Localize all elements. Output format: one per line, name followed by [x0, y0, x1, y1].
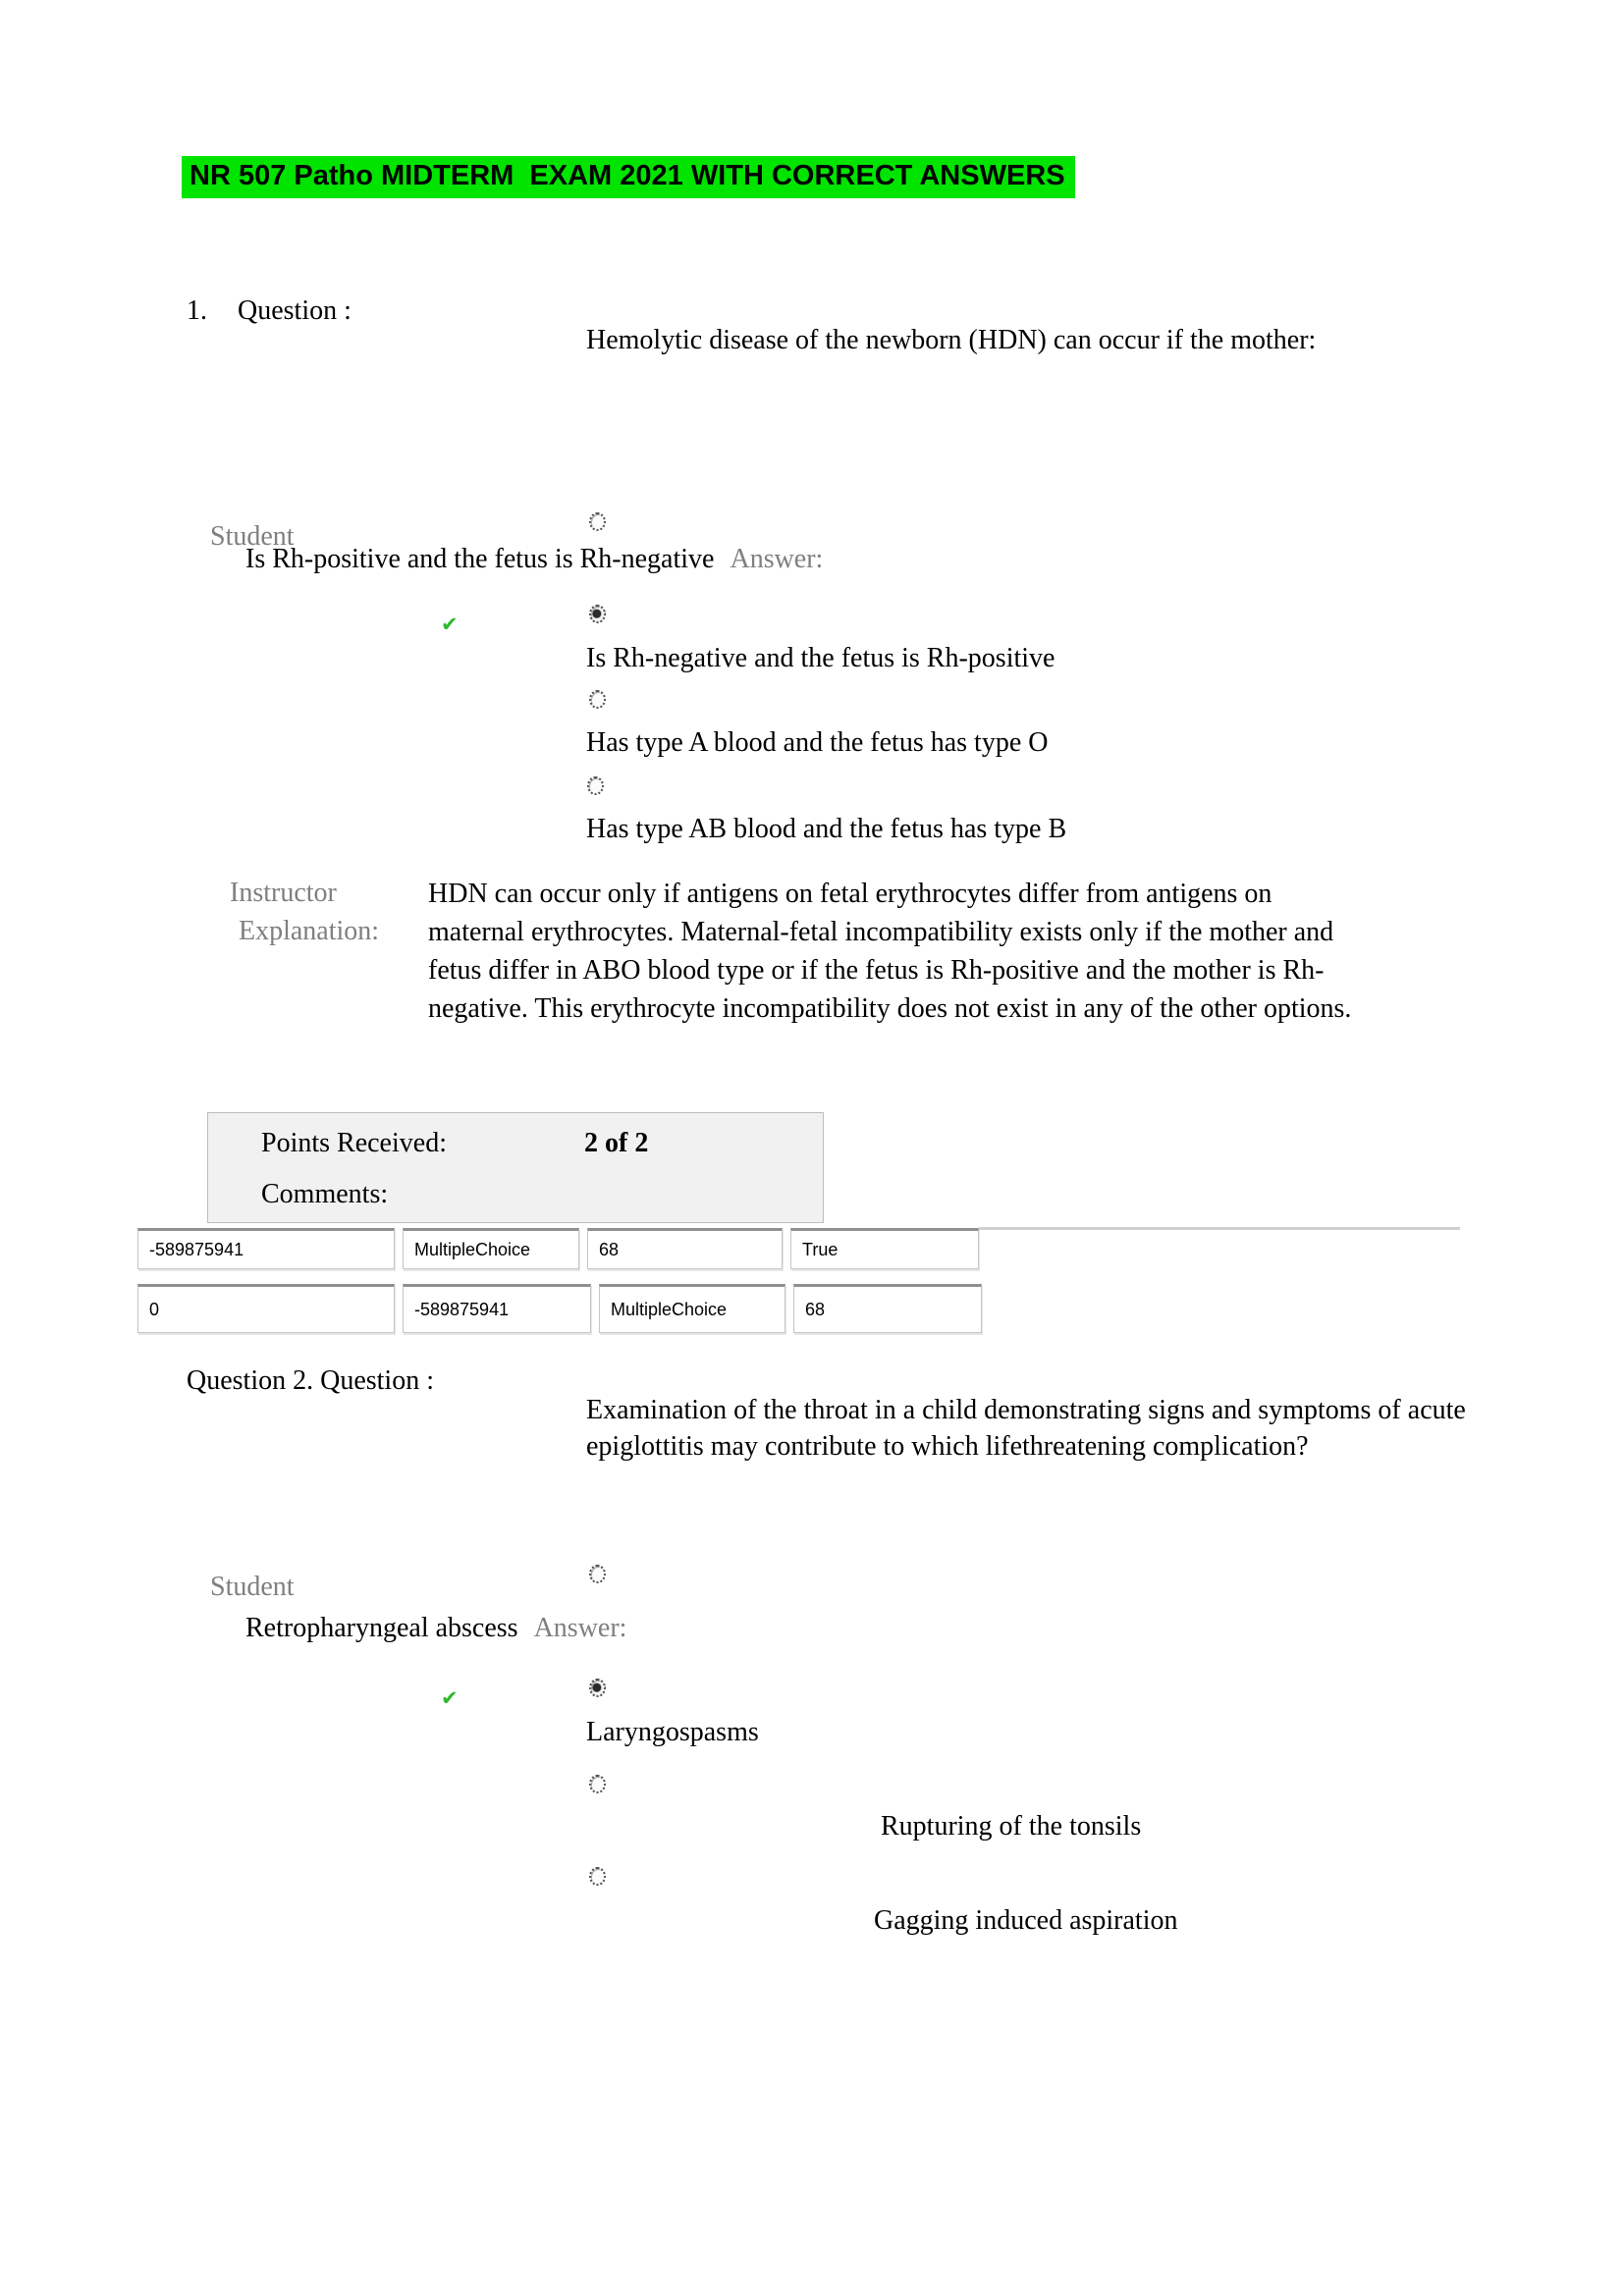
question2-student-answer: Retropharyngeal abscess — [245, 1613, 518, 1643]
table-divider-line — [979, 1227, 1460, 1230]
radio-button-icon — [589, 1775, 606, 1793]
question2-heading: Question 2. Question : — [187, 1365, 434, 1396]
table-cell: 0 — [137, 1284, 395, 1333]
question2-text: Examination of the throat in a child demonstrating signs and symptoms of acute epiglottitis may contribute to which lifethreatening complication? — [586, 1395, 1466, 1462]
question1-text: Hemolytic disease of the newborn (HDN) can occur if the mother: — [586, 325, 1317, 355]
question1-option4: Has type AB blood and the fetus has type B — [586, 814, 1067, 844]
points-received-value: 2 of 2 — [584, 1128, 649, 1158]
question2-correct-answer: Laryngospasms — [586, 1717, 759, 1747]
question1-explanation: HDN can occur only if antigens on fetal erythrocytes differ from antigens on maternal erythrocytes. Maternal-fetal incompatibility exists only if the mother and fetus differ in ABO blood type or if the fetus is Rh-positive and the mother is Rh-negative. This erythrocyte incompatibility does not exist in any of the other options. — [428, 879, 1352, 1024]
question1-answer-label: Answer: — [730, 544, 824, 574]
radio-button-icon — [589, 605, 606, 623]
question2-answer-label: Answer: — [533, 1613, 627, 1643]
document-title: NR 507 Patho MIDTERM EXAM 2021 WITH CORRECT ANSWERS — [182, 156, 1075, 198]
points-received-label: Points Received: — [261, 1128, 447, 1158]
explanation-label: Explanation: — [239, 916, 380, 946]
points-received-box — [207, 1112, 824, 1223]
question1-option3: Has type A blood and the fetus has type O — [586, 727, 1049, 758]
question1-student-answer-line — [245, 541, 823, 577]
table-cell: MultipleChoice — [599, 1284, 785, 1333]
question1-student-answer: Is Rh-positive and the fetus is Rh-negative — [245, 544, 715, 574]
radio-button-icon — [589, 1867, 606, 1886]
question1-heading — [187, 293, 352, 329]
table-cell: -589875941 — [137, 1228, 395, 1269]
question1-number: 1. — [187, 295, 207, 326]
radio-button-icon — [589, 512, 606, 531]
comments-label: Comments: — [261, 1179, 389, 1209]
question1-student-label: Student — [210, 521, 295, 552]
correct-answer-check-icon: ✔ — [441, 1686, 459, 1710]
correct-answer-check-icon: ✔ — [441, 613, 459, 636]
question1-correct-answer: Is Rh-negative and the fetus is Rh-positive — [586, 643, 1055, 673]
radio-button-icon — [589, 1565, 606, 1583]
table-cell: -589875941 — [403, 1284, 591, 1333]
question2-option4: Gagging induced aspiration — [874, 1905, 1178, 1936]
radio-button-icon — [587, 776, 604, 795]
question1-label: Question : — [238, 295, 352, 326]
table-cell: 68 — [793, 1284, 982, 1333]
radio-button-icon — [589, 1679, 606, 1697]
radio-button-icon — [589, 690, 606, 709]
table-cell: MultipleChoice — [403, 1228, 579, 1269]
question2-student-answer-line — [245, 1610, 626, 1646]
question2-option3: Rupturing of the tonsils — [881, 1811, 1142, 1842]
instructor-label: Instructor — [230, 878, 337, 908]
table-cell: 68 — [587, 1228, 783, 1269]
question2-student-label: Student — [210, 1572, 295, 1602]
table-cell: True — [790, 1228, 979, 1269]
